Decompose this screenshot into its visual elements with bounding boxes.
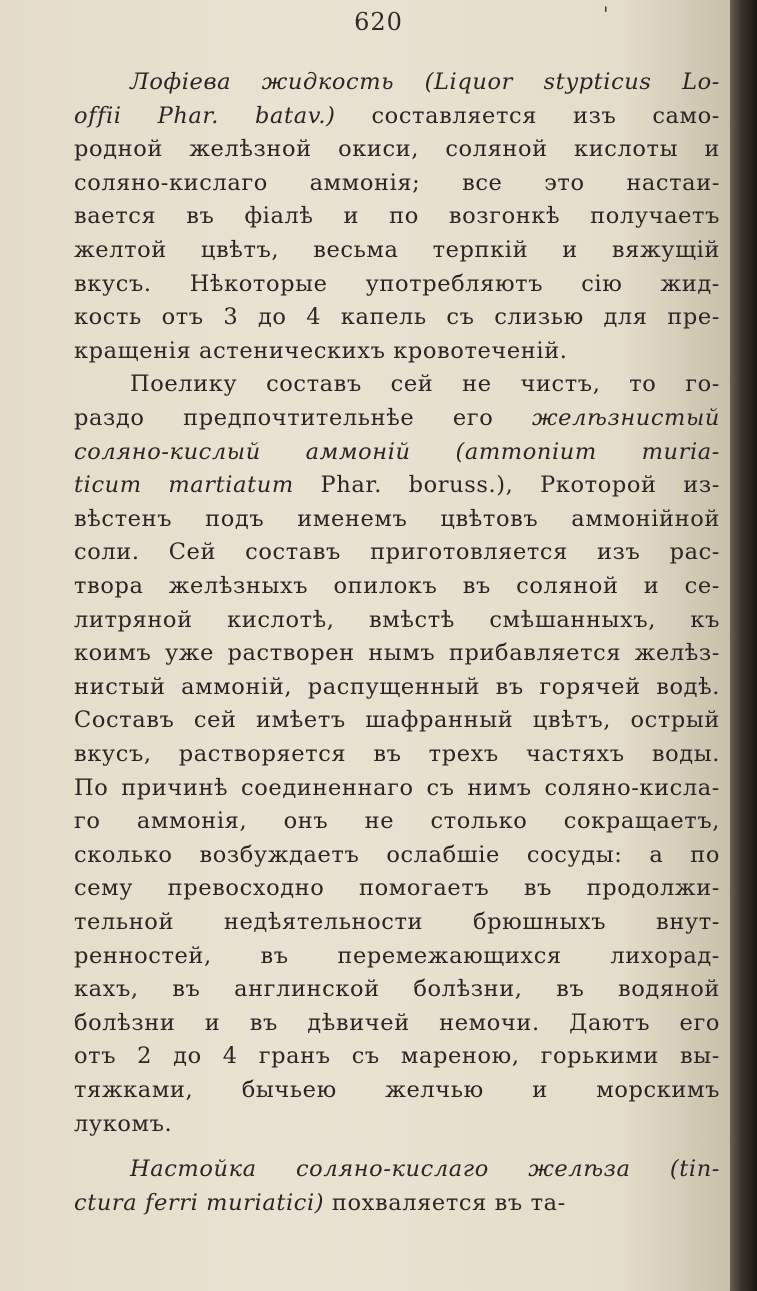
italic-text: Настойка соляно-кислаго желѣза (tin- [130, 1156, 720, 1182]
body-text: твора желѣзныхъ опилокъ въ соляной и се- [74, 573, 720, 599]
body-text: Поелику составъ сей не чистъ, то го- [130, 371, 720, 397]
body-text: го аммонія, онъ не столько сокращаетъ, [74, 808, 720, 834]
body-text: соли. Сей составъ приготовляется изъ рас- [74, 539, 720, 565]
page-number: 620 [354, 8, 403, 36]
body-text: вкусъ. Нѣкоторые употребляютъ сію жид- [74, 271, 720, 297]
body-text: вкусъ, растворяется въ трехъ частяхъ воды. [74, 741, 720, 767]
body-text: вѣстенъ подъ именемъ цвѣтовъ аммонійной [74, 506, 720, 532]
body-text: соляно-кислаго аммонія; все это настаи- [74, 170, 720, 196]
body-text: Составъ сей имѣетъ шафранный цвѣтъ, острый [74, 707, 720, 733]
body-text: сему превосходно помогаетъ въ продолжи- [74, 875, 720, 901]
body-text: родной желѣзной окиси, соляной кислоты и [74, 136, 720, 162]
body-text: кращенія астеническихъ кровотеченій. [74, 338, 568, 364]
text-line [74, 1183, 720, 1223]
body-text: кахъ, въ англинской болѣзни, въ водяной [74, 976, 720, 1002]
italic-text: ticum martiatum [74, 472, 321, 498]
body-text: вается въ фіалѣ и по возгонкѣ получаетъ [74, 203, 720, 229]
body-text: ренностей, въ перемежающихся лихорад- [74, 943, 720, 969]
italic-text: желѣзнистый [531, 405, 720, 431]
body-text: раздо предпочтительнѣе его [74, 405, 532, 431]
body-text: нистый аммоній, распущенный въ горячей водѣ. [74, 674, 720, 700]
body-text: составляется изъ само- [371, 103, 721, 129]
body-text: сколько возбуждаетъ ослабшіе сосуды: а по [74, 842, 720, 868]
body-text: коимъ уже растворен нымъ прибавляется желѣз- [74, 640, 720, 666]
body-text: желтой цвѣтъ, весьма терпкій и вяжущій [74, 237, 720, 263]
body-text: тяжками, бычьею желчью и морскимъ [74, 1077, 720, 1103]
italic-text: offii Phar. batav.) [74, 103, 372, 129]
text-line [74, 1104, 720, 1144]
body-text: похваляется въ та- [331, 1190, 566, 1216]
body-text: Phar. boruss.), Ркоторой из- [320, 472, 720, 498]
book-spine [730, 0, 757, 1291]
italic-text: (Liquor stypticus Lo- [424, 69, 720, 95]
body-text: литряной кислотѣ, вмѣстѣ смѣшанныхъ, къ [74, 607, 720, 633]
italic-text: ctura ferri muriatici) [74, 1190, 332, 1216]
body-text: кость отъ 3 до 4 капель съ слизью для пре- [74, 304, 720, 330]
body-text: отъ 2 до 4 гранъ съ мареною, горькими вы- [74, 1043, 720, 1069]
body-text: тельной недѣятельности брюшныхъ внут- [74, 909, 720, 935]
italic-text: соляно-кислый аммоній (ammonium muria- [74, 439, 720, 465]
body-text: болѣзни и въ дѣвичей немочи. Даютъ его [74, 1010, 720, 1036]
corner-mark: ' [603, 2, 609, 26]
italic-text: Лофіева жидкость [130, 69, 425, 95]
body-text: лукомъ. [74, 1111, 173, 1137]
body-text: По причинѣ соединеннаго съ нимъ соляно-кисла- [74, 775, 720, 801]
